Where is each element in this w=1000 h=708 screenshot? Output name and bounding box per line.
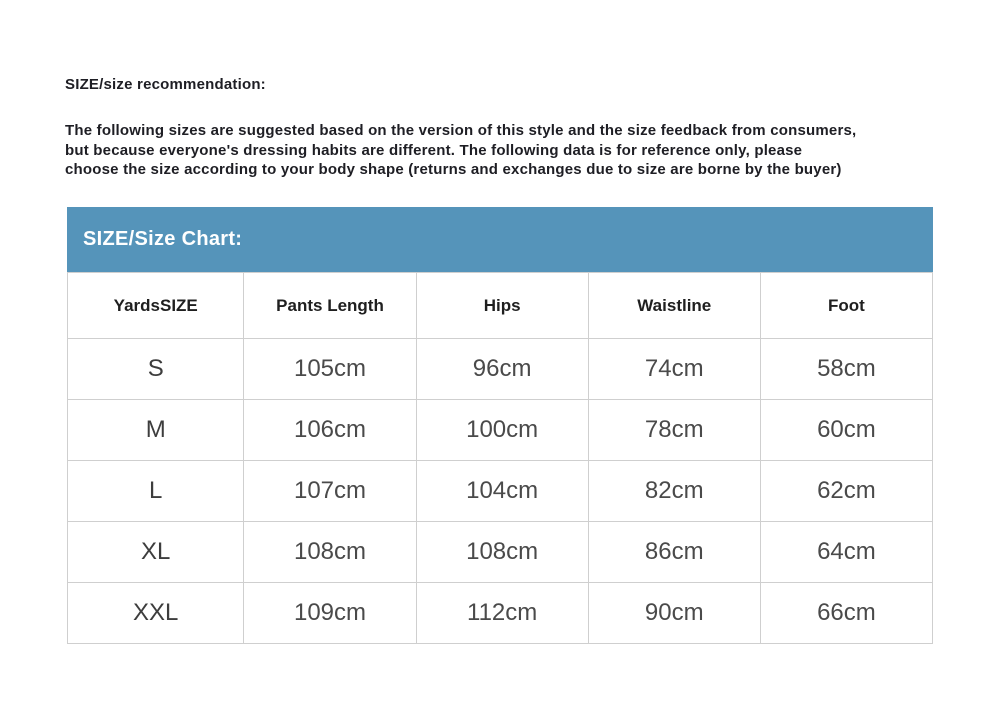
size-label: M [68,400,244,461]
recommendation-section [65,76,935,180]
column-header-foot: Foot [760,273,932,339]
size-label: XL [68,522,244,583]
foot-value: 64cm [760,522,932,583]
column-header-waistline: Waistline [588,273,760,339]
pants-length-value: 107cm [244,461,416,522]
table-row-xxl [68,583,933,644]
recommendation-text [65,121,935,180]
recommendation-line-2: but because everyone's dressing habits are different. The following data is for reference only, please [65,141,803,159]
pants-length-value: 105cm [244,339,416,400]
foot-value: 60cm [760,400,932,461]
recommendation-line-1: The following sizes are suggested based on the version of this style and the size feedback from consumers, [65,122,857,139]
table-row-m [68,400,933,461]
size-label: S [68,339,244,400]
size-chart-section [67,207,933,644]
size-label: XXL [68,583,244,644]
recommendation-line-3: choose the size according to your body shape (returns and exchanges due to size are borne by the buyer) [65,161,842,178]
waistline-value: 82cm [588,461,760,522]
foot-value: 62cm [760,461,932,522]
size-chart-banner [67,207,933,272]
hips-value: 104cm [416,461,588,522]
table-row-xl [68,522,933,583]
hips-value: 96cm [416,339,588,400]
hips-value: 108cm [416,522,588,583]
pants-length-value: 109cm [244,583,416,644]
column-header-pants-length: Pants Length [244,273,416,339]
table-row-s [68,339,933,400]
pants-length-value: 108cm [244,522,416,583]
hips-value: 100cm [416,400,588,461]
waistline-value: 74cm [588,339,760,400]
waistline-value: 78cm [588,400,760,461]
size-label: L [68,461,244,522]
waistline-value: 86cm [588,522,760,583]
foot-value: 66cm [760,583,932,644]
size-table [67,272,933,644]
recommendation-title: SIZE/size recommendation: [65,76,266,93]
waistline-value: 90cm [588,583,760,644]
column-header-size: YardsSIZE [68,273,244,339]
hips-value: 112cm [416,583,588,644]
column-header-hips: Hips [416,273,588,339]
foot-value: 58cm [760,339,932,400]
size-chart-title: SIZE/Size Chart: [83,228,243,250]
pants-length-value: 106cm [244,400,416,461]
table-row-l [68,461,933,522]
size-table-header-row [68,273,933,339]
